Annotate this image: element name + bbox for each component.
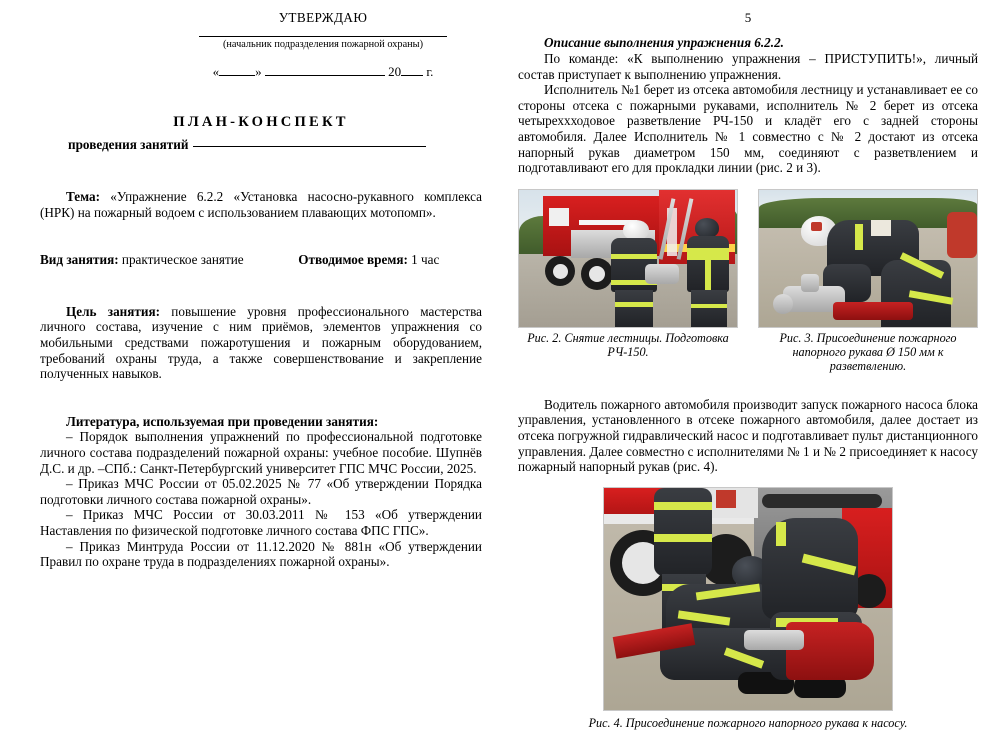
execution-paragraph: Исполнитель №1 берет из отсека автомобиля лестницу и устанавливает ее со стороны отсека с пожарными рукавами, исполнитель № 2 берет из отсека четыреххходовое разветвление РЧ-150 и кладёт его с задней стороны автомобиля. Далее Исполнитель № 1 совместно с № 2 достают из отсека напорный рукав диаметром 150 мм, соединяют с разветвлением и подготавливают его для прокладки линии (рис. 2 и 3).: [518, 82, 978, 176]
literature-heading-text: Литература, используемая при проведении занятия:: [66, 413, 379, 429]
goal-text: повышение уровня профессионального мастерства личного состава, изучение с ним приёмов, элементов упражнения со мобильными средствами пожаротушения и пожарным оборудованием, требований охраны труда, а также совершенствование и закрепление полученных навыков.: [40, 303, 482, 382]
figure-2: [518, 189, 738, 373]
topic-label: Тема:: [66, 189, 101, 204]
approval-signature-rule: [199, 35, 447, 37]
literature-item: – Приказ МЧС России от 30.03.2011 № 153 «Об утверждении Наставления по физической подготовке личного состава ФПС ГПС».: [40, 507, 482, 538]
literature-heading: [40, 414, 482, 430]
year-prefix: 20: [388, 64, 402, 79]
figure-2-image: [518, 189, 738, 328]
plan-subtitle: [40, 137, 482, 153]
time-allotted-value: 1 час: [407, 252, 440, 268]
date-close-quote: »: [255, 64, 262, 79]
lesson-type-value: практическое занятие: [118, 252, 244, 268]
approval-subtitle: (начальник подразделения пожарной охраны): [222, 39, 423, 50]
page-title: ПЛАН-КОНСПЕКТ: [173, 114, 349, 130]
literature-item: – Приказ МЧС России от 05.02.2025 № 77 «Об утверждении Порядка подготовки личного состава пожарной охраны».: [40, 476, 482, 507]
goal-paragraph: [40, 304, 482, 382]
approval-date-line: [158, 64, 488, 80]
goal-label: Цель занятия:: [66, 303, 161, 319]
time-allotted-label: Отводимое время:: [298, 252, 408, 268]
figure-3-caption: Рис. 3. Присоединение пожарного напорного рукава Ø 150 мм к разветвлению.: [779, 330, 957, 373]
literature-item: – Порядок выполнения упражнений по профессиональной подготовке личного состава подразделений пожарной охраны: учебное пособие. Шупнёв Д.С. и др. –СПб.: Санкт-Петербургский университет ГПС МЧС России, 2025.: [40, 429, 482, 476]
figure-row-top: [518, 189, 978, 373]
execution-paragraph: Водитель пожарного автомобиля производит запуск пожарного насоса блока управления, установленного в отсеке пожарного автомобиля, далее достает из отсека погружной гидравлический насос и подготавливает пульт дистанционного управления. Далее совместно с исполнителями № 1 и № 2 присоединяет к насосу пожарный напорный рукав (рис. 4).: [518, 396, 978, 475]
figure-3: [758, 189, 978, 373]
approval-title: УТВЕРЖДАЮ: [278, 10, 368, 25]
plan-subtitle-blank: [193, 146, 426, 147]
figure-4-image: [603, 487, 893, 711]
lesson-meta-row: [40, 252, 482, 268]
approval-block: [158, 10, 488, 80]
right-column: [500, 0, 1000, 739]
topic-paragraph: [40, 189, 482, 220]
figure-3-image: [758, 189, 978, 328]
month-blank: [265, 75, 385, 76]
literature-item: – Приказ Минтруда России от 11.12.2020 № 881н «Об утверждении Правил по охране труда в подразделениях пожарной охраны».: [40, 538, 482, 570]
figure-4-caption: Рис. 4. Присоединение пожарного напорного рукава к насосу.: [588, 715, 908, 730]
year-suffix: г.: [426, 64, 434, 79]
plan-subtitle-label: проведения занятий: [68, 137, 189, 152]
lesson-type-label: Вид занятия:: [40, 252, 119, 268]
date-open-quote: «: [212, 64, 220, 79]
topic-text: «Упражнение 6.2.2 «Установка насосно-рукавного комплекса (НРК) на пожарный водоем с использованием плавающих мотопомп».: [40, 189, 482, 220]
section-heading: Описание выполнения упражнения 6.2.2.: [544, 35, 784, 50]
day-blank: [219, 75, 255, 76]
page-number: 5: [744, 10, 752, 25]
execution-paragraph: По команде: «К выполнению упражнения – ПРИСТУПИТЬ!», личный состав приступает к выполнению упражнения.: [518, 51, 978, 82]
figure-2-caption: Рис. 2. Снятие лестницы. Подготовка РЧ-150.: [527, 330, 729, 359]
year-blank: [401, 75, 423, 76]
figure-4: [518, 487, 978, 730]
